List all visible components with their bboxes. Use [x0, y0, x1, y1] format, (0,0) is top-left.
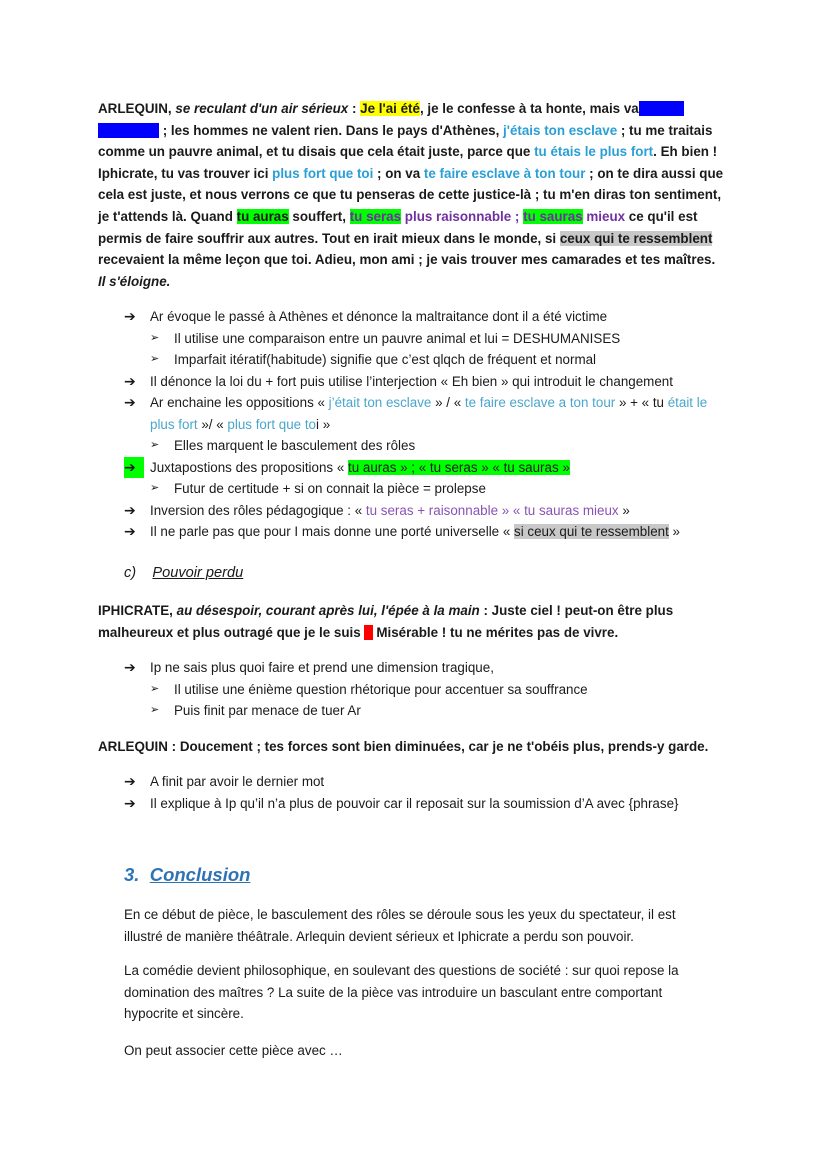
text-run: ; les hommes ne valent rien. Dans le pays d'Athènes, [159, 122, 504, 138]
list-subitem [124, 700, 724, 722]
cyan-text: j’était ton esclave [328, 395, 432, 410]
list-item [124, 521, 724, 543]
conclusion-paragraph-2: La comédie devient philosophique, en soulevant des questions de société : sur quoi repose la domination des maîtres ? La suite de la pièce vas introduire un basculant entre comportant hypocrite et sincère. [124, 963, 679, 1021]
text-run: . Eh bien ! Iphicrate, tu vas trouver ici [98, 144, 718, 181]
text-run: souffert, [288, 208, 350, 224]
highlight-yellow: Je l'ai été [360, 101, 420, 116]
arrow-icon: ➔ [124, 501, 136, 518]
arrow-icon: ➔ [124, 457, 144, 479]
text-run: »/ « [197, 416, 228, 432]
text-run: Juxtapostions des propositions « [150, 459, 349, 475]
list-item [124, 392, 724, 435]
list-item [124, 657, 724, 679]
text-run: ARLEQUIN : Doucement ; tes forces sont bien diminuées, car je ne t'obéis plus, prends-y garde. [98, 739, 709, 754]
text-run: Il explique à Ip qu’il n’a plus de pouvoir car il reposait sur la soumission d’A avec {phrase} [150, 795, 679, 811]
highlight-grey: ceux qui te ressemblent [559, 230, 713, 246]
chevron-icon: ➢ [150, 439, 160, 451]
list-item [124, 771, 724, 793]
text-run: Inversion des rôles pédagogique : « [150, 502, 366, 518]
conclusion-paragraph-1: En ce début de pièce, le basculement des rôles se déroule sous les yeux du spectateur, il est illustré de manière théâtrale. Arlequin devient sérieux et Iphicrate a perdu son pouvoir. [124, 907, 676, 944]
cyan-text: était le plus fort [150, 395, 708, 432]
text-run: Il utilise une comparaison entre un pauvre animal et lui = DESHUMANISES [174, 330, 621, 346]
cyan-text: te faire esclave à ton tour [423, 165, 586, 181]
list-subitem [124, 349, 724, 371]
text-run: 3. [124, 864, 140, 885]
text-run: Ar enchaine les oppositions « [150, 395, 329, 410]
highlight-green: tu auras » ; « tu seras » « tu sauras » [348, 459, 570, 475]
list-item [124, 371, 724, 393]
purple-text: mieux [582, 208, 626, 224]
list-subitem [124, 435, 724, 457]
arrow-icon: ➔ [124, 523, 136, 539]
text-run: : [348, 101, 361, 116]
text-run: Ip ne sais plus quoi faire et prend une dimension tragique, [150, 660, 494, 675]
text-run: » + « tu [615, 395, 668, 410]
list-subitem [124, 679, 724, 701]
text-run: » [618, 502, 630, 518]
section-heading-conclusion [124, 864, 250, 886]
stage-direction-exit: Il s'éloigne. [98, 273, 171, 289]
arrow-icon: ➔ [124, 394, 136, 410]
analysis-list-3 [124, 771, 724, 814]
text-run: : Juste ciel ! peut-on être plus malheureux et plus outragé que je le suis [98, 603, 674, 640]
purple-text: tu seras + raisonnable » « tu sauras mieux [365, 502, 619, 518]
chevron-icon: ➢ [150, 704, 160, 716]
chevron-icon: ➢ [150, 353, 160, 365]
list-subitem [124, 328, 724, 350]
text-run: Il utilise une énième question rhétorique pour accentuer sa souffrance [174, 681, 588, 697]
cyan-text: j'étais ton esclave [503, 122, 618, 138]
passage-arlequin-2 [98, 736, 724, 758]
list-item [124, 306, 724, 328]
cyan-text: plus fort que toi [272, 165, 374, 181]
subheading-title: Pouvoir perdu [152, 565, 244, 581]
highlight-grey: si ceux qui te ressemblent [514, 524, 669, 539]
arrow-icon: ➔ [124, 794, 136, 811]
highlight-green: tu sauras [523, 208, 583, 224]
highlight-blue: je te le pardonne [98, 101, 685, 138]
list-subitem [124, 478, 724, 500]
text-run: Il ne parle pas que pour I mais donne une porté universelle « [150, 524, 515, 539]
conclusion-paragraph-3: On peut associer cette pièce avec … [124, 1043, 343, 1058]
arrow-icon: ➔ [124, 659, 136, 675]
section-title: Conclusion [149, 864, 251, 885]
text-run: , je le confesse à ta honte, mais va [419, 101, 639, 116]
chevron-icon: ➢ [150, 331, 160, 344]
text-run: Elles marquent le basculement des rôles [174, 438, 416, 453]
stage-direction: se reculant d'un air sérieux [175, 101, 349, 116]
text-run: ; tu me traitais comme un pauvre animal, et tu disais que cela était juste, parce que [98, 122, 713, 160]
arrow-icon: ➔ [124, 308, 136, 324]
passage-arlequin-1 [98, 98, 724, 292]
highlight-green: tu auras [236, 208, 289, 224]
text-run: Puis finit par menace de tuer Ar [174, 703, 361, 718]
arrow-icon: ➔ [124, 773, 136, 789]
list-item [124, 793, 724, 815]
list-item [124, 500, 724, 522]
stage-direction: au désespoir, courant après lui, l'épée à la main [176, 603, 480, 618]
list-item [124, 457, 724, 479]
text-run: Ar évoque le passé à Athènes et dénonce la maltraitance dont il a été victime [150, 309, 608, 324]
highlight-red: ? [364, 624, 373, 640]
text-run: » [668, 524, 680, 539]
cyan-text: plus fort que to [227, 416, 317, 432]
chevron-icon: ➢ [150, 482, 160, 494]
subheading [124, 565, 243, 581]
text-run: » / « [431, 395, 465, 410]
analysis-list-1 [124, 306, 724, 543]
text-run: recevaient la même leçon que toi. Adieu, mon ami ; je vais trouver mes camarades et tes maîtres. [98, 252, 716, 268]
purple-text: plus raisonnable ; [401, 208, 524, 224]
text-run: ; on va [373, 165, 424, 181]
cyan-text: tu étais le plus fort [534, 144, 654, 160]
text-run: ; on te dira aussi que cela est juste, et nous verrons ce que tu penseras de cette justice-là ; tu m'en diras ton sentiment, je t'attends là. Quand [98, 165, 724, 224]
speaker-name: IPHICRATE, [98, 603, 173, 618]
text-run: c) [124, 565, 137, 581]
text-run: A finit par avoir le dernier mot [150, 774, 325, 789]
text-run: i » [316, 416, 331, 432]
chevron-icon: ➢ [150, 682, 160, 695]
text-run: Futur de certitude + si on connait la pièce = prolepse [174, 481, 486, 496]
passage-iphicrate [98, 600, 724, 643]
speaker-name: ARLEQUIN, [98, 101, 172, 116]
text-run: ce qu'il est permis de faire souffrir aux autres. Tout en irait mieux dans le monde, si [98, 208, 698, 246]
arrow-icon: ➔ [124, 372, 136, 389]
highlight-green: tu seras [349, 208, 402, 224]
text-run: Imparfait itératif(habitude) signifie que c’est qlqch de fréquent et normal [174, 352, 597, 367]
text-run: Misérable ! tu ne mérites pas de vivre. [372, 624, 619, 640]
analysis-list-2 [124, 657, 724, 722]
text-run: Il dénonce la loi du + fort puis utilise l’interjection « Eh bien » qui introduit le changement [150, 373, 673, 389]
cyan-text: te faire esclave a ton tour [464, 395, 616, 410]
